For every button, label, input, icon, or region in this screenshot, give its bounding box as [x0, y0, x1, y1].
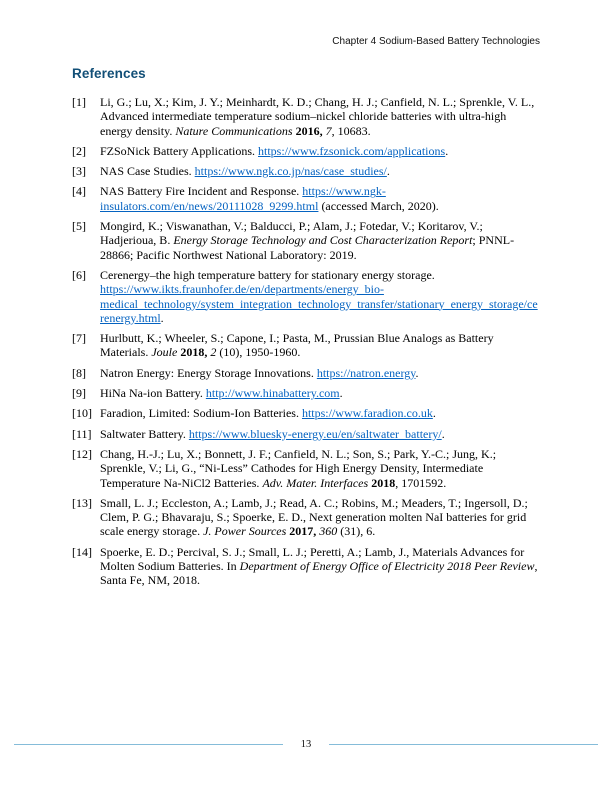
reference-link[interactable]: https://www.bluesky-energy.eu/en/saltwater_battery/ — [188, 426, 442, 441]
reference-text-segment: ; PNNL-28866; Pacific Northwest National Laboratory: 2019. — [100, 233, 515, 262]
reference-text-segment: . — [445, 143, 449, 158]
reference-text-segment: Small, L. J.; Eccleston, A.; Lamb, J.; Read, A. C.; Robins, M.; Meaders, T.; Ingersoll, D.; Clem, P. G.; Bhavaraju, S.; Spoerke, E. D., Next generation molten NaI batteries for grid scale energy storage. — [100, 495, 528, 539]
reference-item — [72, 184, 540, 213]
reference-text-segment: 2018, — [180, 345, 208, 360]
reference-text-segment: . — [386, 164, 390, 179]
reference-text-segment: Department of Energy Office of Electricity 2018 Peer Review — [239, 559, 535, 574]
reference-text — [100, 95, 540, 138]
reference-link[interactable]: https://www.ngk.co.jp/nas/case_studies/ — [194, 164, 387, 179]
reference-item — [72, 268, 540, 325]
reference-text-segment: . — [441, 426, 445, 441]
reference-number: [13] — [72, 495, 92, 510]
reference-item — [72, 164, 540, 178]
reference-number: [12] — [72, 446, 92, 461]
reference-text-segment: . — [339, 386, 343, 401]
reference-link[interactable]: https://www.fzsonick.com/applications — [258, 143, 446, 158]
reference-text-segment: HiNa Na-ion Battery. — [100, 386, 206, 401]
reference-text — [100, 184, 540, 213]
reference-text-segment: , 10683. — [331, 123, 371, 138]
reference-number: [4] — [72, 184, 86, 199]
reference-text-segment: , 1701592. — [395, 475, 447, 490]
reference-text-segment: Energy Storage Technology and Cost Characterization Report — [173, 233, 473, 248]
reference-text — [100, 496, 540, 539]
reference-text-segment: Li, G.; Lu, X.; Kim, J. Y.; Meinhardt, K. D.; Chang, H. J.; Canfield, N. L.; Sprenkle, V. L., Advanced intermediate temperature sodium–nickel chloride batteries with ultra-high energy density. — [100, 95, 535, 138]
reference-text-segment: 2016, — [295, 123, 323, 138]
reference-text-segment: . — [415, 365, 419, 380]
reference-text — [100, 331, 540, 360]
footer-rule-left — [14, 744, 283, 746]
reference-text-segment: FZSoNick Battery Applications. — [100, 143, 258, 158]
reference-text — [100, 406, 540, 420]
reference-link[interactable]: https://www.ngk-insulators.com/en/news/20111028_9299.html — [100, 184, 386, 213]
reference-text-segment: Mongird, K.; Viswanathan, V.; Balducci, P.; Alam, J.; Fotedar, V.; Koritarov, V.; Hadjerioua, B. — [100, 219, 483, 248]
reference-number: [14] — [72, 544, 92, 559]
reference-item — [72, 386, 540, 400]
reference-text-segment: Hurlbutt, K.; Wheeler, S.; Capone, I.; Pasta, M., Prussian Blue Analogs as Battery Materials. — [100, 331, 494, 360]
reference-text-segment: (31), 6. — [337, 524, 376, 539]
reference-text — [100, 219, 540, 262]
reference-item — [72, 366, 540, 380]
reference-text-segment: Saltwater Battery. — [100, 426, 189, 441]
reference-text-segment: NAS Battery Fire Incident and Response. — [100, 184, 303, 199]
reference-item — [72, 331, 540, 360]
reference-text-segment: 2 — [210, 345, 217, 360]
reference-text-segment: Cerenergy–the high temperature battery for stationary energy storage. — [100, 267, 435, 282]
reference-link[interactable]: https://natron.energy — [316, 365, 416, 380]
reference-text-segment: Chang, H.-J.; Lu, X.; Bonnett, J. F.; Canfield, N. L.; Son, S.; Park, Y.-C.; Jung, K.; Sprenkle, V.; Li, G., “Ni-Less” Cathodes for High Energy Density, Intermediate Temperature Na-NiCl2 Batteries. — [100, 446, 497, 490]
reference-text-segment: 2017, — [289, 524, 317, 539]
reference-link[interactable]: https://www.ikts.fraunhofer.de/en/departments/energy_bio-medical_technology/system_integration_technology_transfer/stationary_energy_storage/cerenergy.html — [100, 282, 538, 325]
reference-text-segment: 2018 — [371, 475, 396, 490]
reference-text-segment: 360 — [319, 524, 338, 539]
reference-link[interactable]: https://www.faradion.co.uk — [301, 406, 433, 421]
reference-text-segment: NAS Case Studies. — [100, 164, 195, 179]
reference-text — [100, 366, 540, 380]
reference-text-segment: J. Power Sources — [203, 524, 287, 539]
reference-item — [72, 447, 540, 490]
reference-text — [100, 427, 540, 441]
reference-item — [72, 545, 540, 588]
reference-text — [100, 144, 540, 158]
reference-text-segment: . — [160, 310, 164, 325]
reference-number: [7] — [72, 331, 86, 346]
reference-number: [3] — [72, 164, 86, 179]
reference-item — [72, 95, 540, 138]
reference-number: [10] — [72, 406, 92, 421]
reference-text-segment: (10), 1950-1960. — [216, 345, 301, 360]
references-list — [72, 95, 540, 588]
reference-text-segment: Natron Energy: Energy Storage Innovations. — [100, 365, 317, 380]
page-title: References — [72, 66, 146, 81]
reference-text — [100, 447, 540, 490]
footer-rule-right — [329, 744, 598, 746]
reference-number: [8] — [72, 365, 86, 380]
reference-number: [2] — [72, 143, 86, 158]
reference-item — [72, 144, 540, 158]
reference-text — [100, 545, 540, 588]
reference-text-segment: Joule — [151, 345, 178, 360]
reference-item — [72, 219, 540, 262]
reference-number: [5] — [72, 219, 86, 234]
reference-text-segment: 7 — [325, 123, 332, 138]
page-content — [72, 66, 540, 594]
reference-text — [100, 164, 540, 178]
reference-text-segment: . — [432, 406, 436, 421]
reference-text-segment: Adv. Mater. Interfaces — [262, 475, 369, 490]
reference-text-segment: Spoerke, E. D.; Percival, S. J.; Small, L. J.; Peretti, A.; Lamb, J., Materials Advances for Molten Sodium Batteries. In — [100, 544, 525, 574]
reference-text — [100, 268, 540, 325]
reference-text-segment: , Santa Fe, NM, 2018. — [100, 559, 538, 588]
reference-text-segment: Nature Communications — [175, 123, 293, 138]
reference-number: [9] — [72, 386, 86, 401]
reference-item — [72, 496, 540, 539]
reference-item — [72, 406, 540, 420]
reference-item — [72, 427, 540, 441]
running-header: Chapter 4 Sodium-Based Battery Technologies — [332, 36, 540, 47]
reference-number: [6] — [72, 267, 86, 282]
page-number: 13 — [300, 739, 312, 750]
reference-link[interactable]: http://www.hinabattery.com — [205, 386, 340, 401]
reference-text-segment: Faradion, Limited: Sodium-Ion Batteries. — [100, 406, 302, 421]
reference-number: [11] — [72, 426, 92, 441]
reference-text — [100, 386, 540, 400]
reference-text-segment: (accessed March, 2020). — [318, 198, 439, 213]
reference-number: [1] — [72, 95, 86, 109]
page-footer — [14, 739, 598, 750]
